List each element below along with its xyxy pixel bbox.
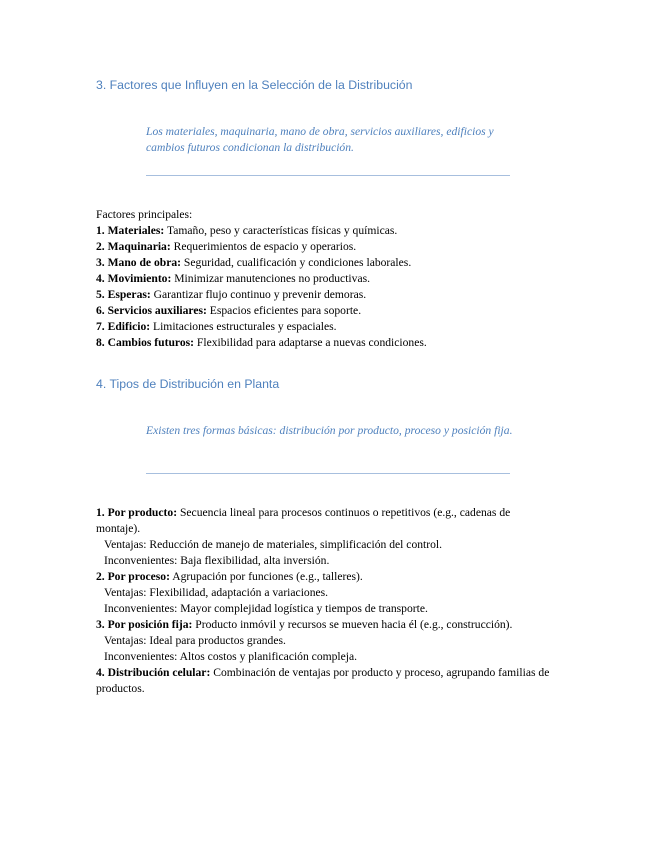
factor-term: 1. Materiales: xyxy=(96,224,165,237)
list-item xyxy=(96,303,551,319)
factor-term: 2. Maquinaria: xyxy=(96,240,171,253)
factor-term: 8. Cambios futuros: xyxy=(96,336,195,349)
list-item xyxy=(96,255,551,271)
list-item xyxy=(96,665,551,697)
section-4-heading: 4. Tipos de Distribución en Planta xyxy=(96,377,280,391)
type-ventajas: Ventajas: Reducción de manejo de materiales, simplificación del control. xyxy=(104,538,443,551)
type-ventajas: Ventajas: Ideal para productos grandes. xyxy=(104,634,286,647)
quote-divider xyxy=(146,175,510,176)
factor-term: 4. Movimiento: xyxy=(96,272,172,285)
factor-desc: Flexibilidad para adaptarse a nuevas condiciones. xyxy=(194,336,427,349)
factor-desc: Limitaciones estructurales y espaciales. xyxy=(150,320,337,333)
section-4-quote: Existen tres formas básicas: distribución por producto, proceso y posición fija. xyxy=(146,424,513,437)
section-3-heading: 3. Factores que Influyen en la Selección de la Distribución xyxy=(96,78,413,92)
type-desc: Secuencia lineal para procesos continuos o repetitivos (e.g., cadenas de montaje). xyxy=(96,506,511,535)
factors-list xyxy=(96,207,551,351)
type-inconvenientes: Inconvenientes: Mayor complejidad logística y tiempos de transporte. xyxy=(104,602,428,615)
list-item xyxy=(96,223,551,239)
type-term: 3. Por posición fija: xyxy=(96,618,193,631)
list-item xyxy=(96,569,551,585)
factor-term: 5. Esperas: xyxy=(96,288,151,301)
type-term: 1. Por producto: xyxy=(96,506,178,519)
list-item xyxy=(96,617,551,633)
list-item xyxy=(96,335,551,351)
factors-intro: Factores principales: xyxy=(96,208,193,221)
type-desc: Producto inmóvil y recursos se mueven hacia él (e.g., construcción). xyxy=(192,618,513,631)
factor-desc: Seguridad, cualificación y condiciones laborales. xyxy=(181,256,412,269)
section-3-quote: Los materiales, maquinaria, mano de obra, servicios auxiliares, edificios y cambios futuros condicionan la distribución. xyxy=(146,125,494,154)
factor-desc: Minimizar manutenciones no productivas. xyxy=(171,272,370,285)
factor-desc: Tamaño, peso y características físicas y químicas. xyxy=(164,224,398,237)
quote-divider xyxy=(146,473,510,474)
factor-desc: Espacios eficientes para soporte. xyxy=(206,304,362,317)
list-item xyxy=(96,239,551,255)
factor-term: 3. Mano de obra: xyxy=(96,256,182,269)
factor-desc: Garantizar flujo continuo y prevenir demoras. xyxy=(150,288,367,301)
type-term: 4. Distribución celular: xyxy=(96,666,211,679)
type-inconvenientes: Inconvenientes: Altos costos y planificación compleja. xyxy=(104,650,358,663)
types-list xyxy=(96,505,551,697)
factor-desc: Requerimientos de espacio y operarios. xyxy=(170,240,357,253)
type-desc: Agrupación por funciones (e.g., talleres). xyxy=(169,570,363,583)
type-desc: Combinación de ventajas por producto y proceso, agrupando familias de productos. xyxy=(96,666,550,695)
list-item xyxy=(96,287,551,303)
list-item xyxy=(96,505,551,537)
factor-term: 7. Edificio: xyxy=(96,320,151,333)
factor-term: 6. Servicios auxiliares: xyxy=(96,304,207,317)
list-item xyxy=(96,319,551,335)
type-term: 2. Por proceso: xyxy=(96,570,170,583)
list-item xyxy=(96,271,551,287)
type-ventajas: Ventajas: Flexibilidad, adaptación a variaciones. xyxy=(104,586,329,599)
type-inconvenientes: Inconvenientes: Baja flexibilidad, alta inversión. xyxy=(104,554,330,567)
